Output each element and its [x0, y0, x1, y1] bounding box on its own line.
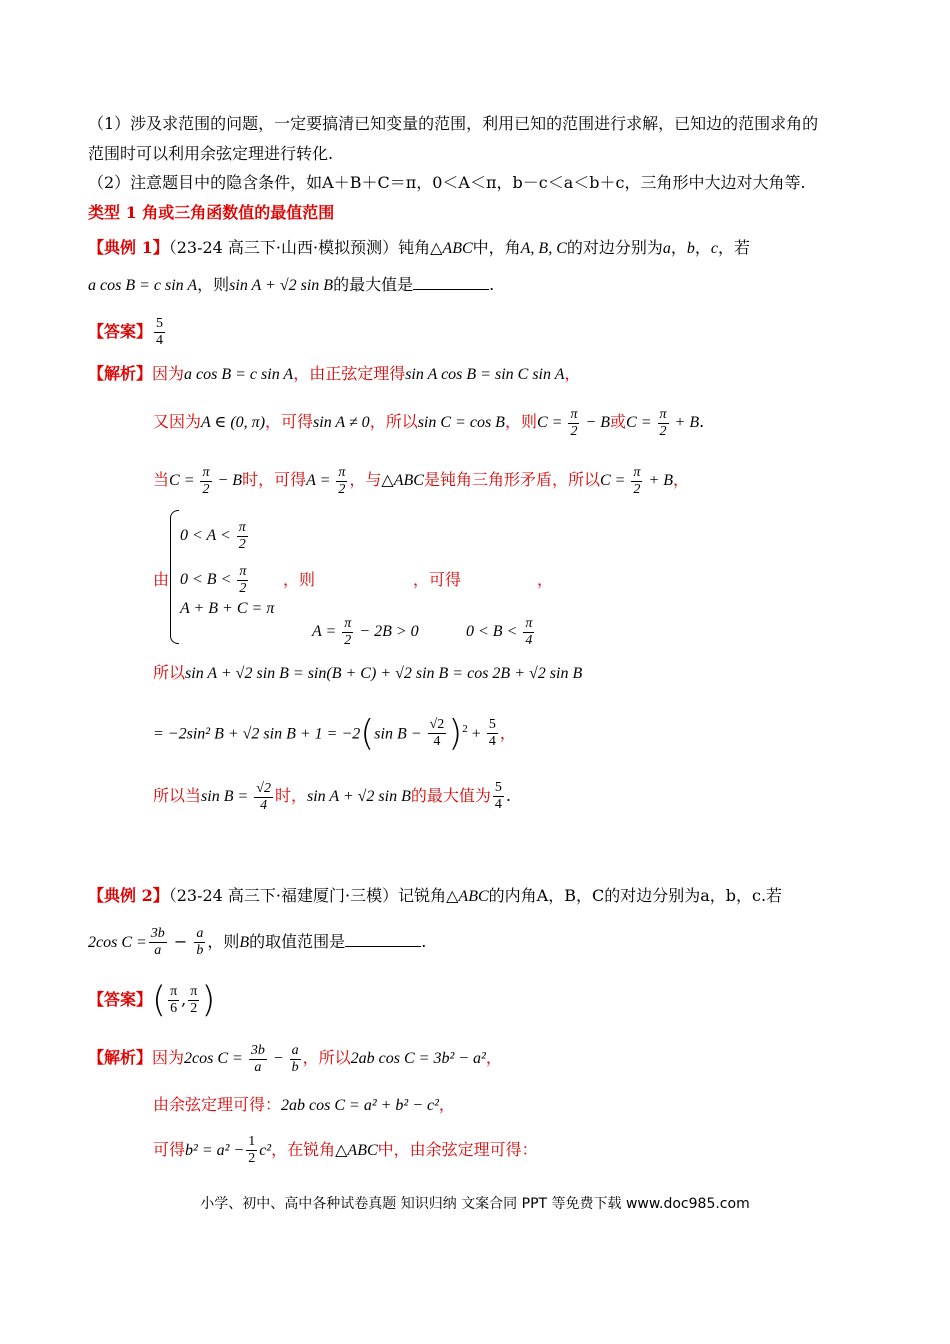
- b-range: 0 < B < $\frac{\pi}{4}$: [466, 615, 533, 648]
- type-heading: 类型 1 角或三角函数值的最值范围: [88, 203, 335, 222]
- answer-blank: [413, 275, 489, 290]
- note-1-line-a: （1）涉及求范围的问题，一定要搞清已知变量的范围，利用已知的范围进行求解，已知边的范围求角的: [88, 114, 819, 133]
- example-1-solution-line-5: 所以sin A + √2 sin B = sin(B + C) + √2 sin B = cos 2B + √2 sin B: [153, 663, 583, 682]
- system-obtain: ，可得: [413, 570, 462, 589]
- example-1-solution-line-2: 又因为A ∈ (0, π)，可得sin A ≠ 0，所以sin C = cos B，则C = $\frac{\pi}{2}$ − B或C = $\frac{\pi}{2}$ + B.: [153, 406, 705, 439]
- example-1-solution-line-3: 当C = $\frac{\pi}{2}$ − B时，可得A = $\frac{\pi}{2}$ ，与△ABC是钝角三角形矛盾，所以C = $\frac{\pi}{2}$ + B，: [153, 464, 690, 497]
- page-footer: 小学、初中、高中各种试卷真题 知识归纳 文案合同 PPT 等免费下载 www.doc985.com: [200, 1196, 750, 1212]
- note-2: （2）注意题目中的隐含条件，如A＋B＋C＝π，0＜A＜π，b－c＜a＜b＋c，三角形中大边对大角等.: [88, 173, 806, 192]
- example-1-question-line-1: 【典例 1】（23-24 高三下·山西·模拟预测）钝角△ABC中，角A, B, C的对边分别为a，b，c，若: [88, 238, 751, 257]
- example-1-solution-line-6: = −2sin² B + √2 sin B + 1 = −2(sin B − $\frac{√2}{4}$ )$^2$ + $\frac{5}{4}$ ，: [153, 712, 516, 754]
- example-1-solution-line-7: 所以当sin B = $\frac{√2}{4}$ 时，sin A + √2 sin B的最大值为 $\frac{5}{4}$ .: [153, 780, 511, 813]
- example-2-question-line-1: 【典例 2】（23-24 高三下·福建厦门·三模）记锐角△ABC的内角A，B，C的对边分别为a，b，c.若: [88, 886, 783, 905]
- example-1-answer: 【答案】 $\frac{5}{4}$: [88, 316, 164, 348]
- example-2-solution-line-3: 可得b² = a² − $\frac{1}{2}$ c²，在锐角△ABC中，由余弦定理可得：: [153, 1134, 538, 1166]
- example-2-solution-line-1: 【解析】因为2cos C = $\frac{3b}{a}$ − $\frac{a}{b}$ ，所以2ab cos C = 3b² − a²，: [88, 1042, 502, 1075]
- system-row-3: A + B + C = π: [180, 600, 275, 617]
- system-row-2: 0 < B < $\frac{\pi}{2}$: [180, 563, 247, 596]
- system-row-1: 0 < A < $\frac{\pi}{2}$: [180, 519, 246, 552]
- system-then: ，则: [283, 570, 316, 589]
- note-1-line-b: 范围时可以利用余弦定理进行转化.: [88, 144, 334, 163]
- system-brace: [170, 510, 179, 644]
- a-expr: A = $\frac{\pi}{2}$ − 2B > 0: [312, 615, 419, 648]
- example-2-solution-line-2: 由余弦定理可得：2ab cos C = a² + b² − c²，: [153, 1095, 455, 1114]
- example-2-question-line-2: 2cos C = $\frac{3b}{a}$ − $\frac{a}{b}$ ，则B的取值范围是 .: [88, 926, 427, 958]
- example-1-question-line-2: a cos B = c sin A，则sin A + √2 sin B的最大值是 .: [88, 275, 495, 294]
- example-2-answer: 【答案】( $\frac{\pi}{6}$ , $\frac{\pi}{2}$ ): [88, 979, 216, 1021]
- system-label: 由: [153, 570, 170, 589]
- example-1-tag: 【典例 1】: [88, 238, 169, 257]
- answer-blank: [345, 932, 421, 947]
- example-1-solution-line-1: 【解析】因为a cos B = c sin A，由正弦定理得sin A cos B = sin C sin A，: [88, 364, 581, 383]
- example-2-tag: 【典例 2】: [88, 886, 169, 905]
